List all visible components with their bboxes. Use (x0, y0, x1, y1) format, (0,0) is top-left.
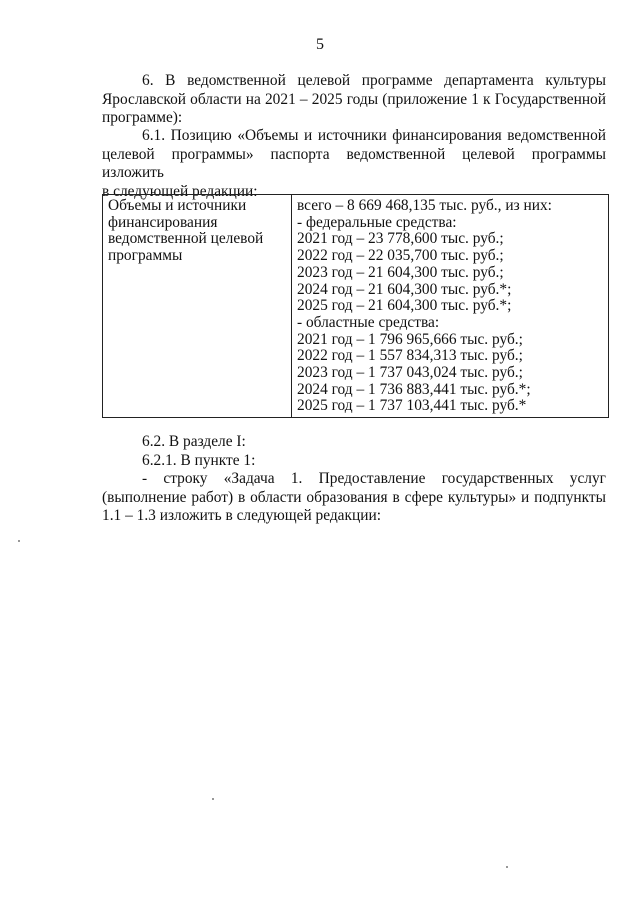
item-6-2-paragraph (102, 433, 606, 470)
scan-speck (212, 798, 214, 800)
federal-year-line: 2025 год – 21 604,300 тыс. руб.*; (297, 297, 512, 315)
label-line: Объемы и источники (108, 197, 247, 214)
regional-year-line: 2021 год – 1 796 965,666 тыс. руб.; (297, 330, 523, 348)
item-6-1-paragraph (102, 127, 606, 201)
financing-table (102, 194, 609, 418)
regional-year-line: 2022 год – 1 557 834,313 тыс. руб.; (297, 347, 523, 365)
label-line: ведомственной целевой (108, 230, 264, 248)
scan-speck (18, 540, 20, 542)
total-line: всего – 8 669 468,135 тыс. руб., из них: (297, 197, 552, 214)
item-6-1-line: целевой программы» паспорта ведомственной целевой программы изложить (102, 145, 606, 181)
item-6-1-line: 6.1. Позицию «Объемы и источники финансирования ведомственной (142, 127, 606, 144)
item-6-line: Ярославской области на 2021 – 2025 годы (приложение 1 к Государственной (102, 90, 606, 108)
label-line: финансирования (108, 213, 218, 231)
regional-year-line: 2024 год – 1 736 883,441 тыс. руб.*; (297, 380, 531, 398)
regional-heading: - областные средства: (297, 313, 440, 331)
item-6-line: программе): (102, 109, 183, 126)
item-6-line: 6. В ведомственной целевой программе департамента культуры (142, 72, 606, 89)
federal-year-line: 2023 год – 21 604,300 тыс. руб.; (297, 263, 504, 281)
regional-year-line: 2025 год – 1 737 103,441 тыс. руб.* (297, 397, 527, 415)
regional-year-line: 2023 год – 1 737 043,024 тыс. руб.; (297, 364, 523, 382)
financing-values-cell (292, 195, 609, 418)
federal-year-line: 2021 год – 23 778,600 тыс. руб.; (297, 230, 504, 248)
label-line: программы (108, 247, 183, 265)
item-6-2-line: 6.2. В разделе I: (142, 433, 246, 450)
federal-heading: - федеральные средства: (297, 213, 457, 231)
page-number: 5 (316, 36, 324, 53)
item-6-2-1-line: 6.2.1. В пункте 1: (142, 451, 256, 469)
table-row (103, 195, 609, 418)
task-string-line: (выполнение работ) в области образования в сфере культуры» и подпункты (102, 488, 606, 506)
federal-year-line: 2022 год – 22 035,700 тыс. руб.; (297, 247, 504, 265)
task-string-line: - строку «Задача 1. Предоставление государственных услуг (142, 470, 606, 487)
scan-speck (506, 866, 508, 868)
task-string-paragraph (102, 470, 606, 526)
financing-label-cell (103, 195, 292, 418)
task-string-line: 1.1 – 1.3 изложить в следующей редакции: (102, 507, 381, 524)
federal-year-line: 2024 год – 21 604,300 тыс. руб.*; (297, 280, 512, 298)
item-6-1-line: в следующей редакции: (102, 182, 258, 200)
item-6-paragraph (102, 72, 606, 128)
